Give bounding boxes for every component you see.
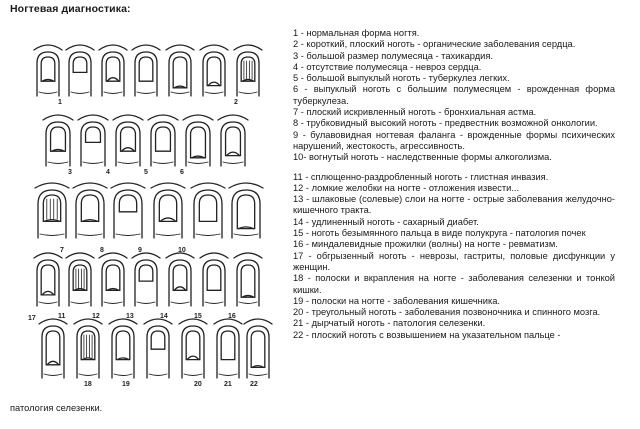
- legend-item: 17 - обгрызенный ноготь - неврозы, гастриты, половые дисфункции у женщин.: [293, 250, 615, 272]
- figure-number-label: 22: [250, 381, 258, 388]
- legend-item: 22 - плоский ноготь с возвышением на указательном пальце -: [293, 329, 561, 340]
- finger-drawing: [34, 253, 62, 306]
- figure-number-label: 3: [68, 169, 72, 176]
- figure-number-label: 14: [160, 313, 168, 320]
- figure-number-label: 21: [224, 381, 232, 388]
- finger-drawing: [234, 45, 262, 96]
- finger-drawing: [66, 253, 94, 306]
- legend-list: [293, 28, 615, 341]
- legend-item: 15 - ноготь безымянного пальца в виде полукруга - патология почек: [293, 228, 586, 239]
- legend-item: 2 - короткий, плоский ноготь - органические заболевания сердца.: [293, 39, 576, 50]
- legend-item: 21 - дырчатый ноготь - патология селезенки.: [293, 318, 486, 329]
- legend-item: 11 - сплющенно-раздробленный ноготь - глистная инвазия.: [293, 171, 549, 182]
- figure-number-label: 18: [84, 381, 92, 388]
- finger-drawing: [234, 253, 262, 306]
- finger-drawing: [151, 183, 185, 238]
- finger-drawing: [109, 319, 137, 378]
- finger-drawing: [144, 319, 172, 378]
- finger-drawing: [183, 115, 213, 166]
- figure-number-label: 8: [100, 247, 104, 254]
- figure-number-label: 16: [228, 313, 236, 320]
- finger-drawing: [166, 45, 194, 96]
- footer-text: патология селезенки.: [10, 403, 103, 413]
- legend-item: 6 - выпуклый ноготь с большим полумесяцем - врожденная форма туберкулеза.: [293, 84, 615, 106]
- figure-number-label: 12: [92, 313, 100, 320]
- figure-number-label: 7: [60, 247, 64, 254]
- legend-item: 12 - ломкие желобки на ногте - отложения извести...: [293, 182, 520, 193]
- finger-drawing: [74, 319, 102, 378]
- figure-number-label: 11: [58, 313, 66, 320]
- figure-number-label: 20: [194, 381, 202, 388]
- finger-drawing: [200, 45, 228, 96]
- page-title: Ногтевая диагностика:: [10, 3, 131, 15]
- legend-item: 1 - нормальная форма ногтя.: [293, 28, 420, 38]
- figure-number-label: 1: [58, 99, 62, 106]
- finger-drawing: [166, 253, 194, 306]
- finger-drawing: [148, 115, 178, 166]
- figure-number-label: 15: [194, 313, 202, 320]
- finger-drawing: [200, 253, 228, 306]
- finger-drawing: [78, 115, 108, 166]
- figure-number-label: 10: [178, 247, 186, 254]
- figure-number-label: 5: [144, 169, 148, 176]
- legend-item: 7 - плоский искривленный ноготь - бронхиальная астма.: [293, 107, 537, 118]
- legend-item: 5 - большой выпуклый ноготь - туберкулез легких.: [293, 73, 510, 84]
- figure-number-label: 17: [28, 315, 36, 322]
- figure-number-label: 2: [234, 99, 238, 106]
- legend-item: 3 - большой размер полумесяца - тахикардия.: [293, 50, 493, 61]
- finger-drawing: [99, 45, 127, 96]
- figure-number-label: 13: [126, 313, 134, 320]
- finger-drawing: [244, 319, 272, 378]
- figure-number-label: 6: [180, 169, 184, 176]
- finger-drawing: [43, 115, 73, 166]
- finger-drawing: [113, 115, 143, 166]
- finger-drawing: [132, 253, 160, 306]
- legend-item: 14 - удлиненный ноготь - сахарный диабет.: [293, 216, 479, 227]
- legend-item: 18 - полоски и вкрапления на ногте - заболевания селезенки и тонкой кишки.: [293, 273, 615, 295]
- finger-drawing: [218, 115, 248, 166]
- legend-item: 13 - шлаковые (солевые) слои на ногте - острые заболевания желудочно-кишечного тракта.: [293, 194, 615, 216]
- legend-item: 8 - трубковидный высокий ноготь - предвестник возможной онкологии.: [293, 118, 598, 129]
- finger-drawing: [34, 45, 62, 96]
- finger-drawing: [132, 45, 160, 96]
- finger-drawing: [73, 183, 107, 238]
- legend-item: 10- вогнутый ноготь - наследственные формы алкоголизма.: [293, 152, 552, 163]
- legend-group-gap: [293, 164, 615, 172]
- finger-drawing: [111, 183, 145, 238]
- nail-illustrations: [18, 22, 282, 394]
- finger-drawing: [35, 183, 69, 238]
- legend-item: 19 - полоски на ногте - заболевания кишечника.: [293, 295, 501, 306]
- legend-item: 20 - треугольный ноготь - заболевания позвоночника и спинного мозга.: [293, 307, 601, 318]
- finger-drawing: [39, 319, 67, 378]
- legend-item: 4 - отсутствие полумесяца - невроз сердца.: [293, 61, 482, 72]
- legend-item: 9 - булавовидная ногтевая фаланга - врожденные формы психических нарушений, жестокость, агрессивность.: [293, 129, 615, 151]
- finger-drawing: [99, 253, 127, 306]
- finger-drawing: [191, 183, 225, 238]
- figure-number-label: 9: [138, 247, 142, 254]
- finger-drawing: [179, 319, 207, 378]
- finger-drawing: [214, 319, 242, 378]
- figure-number-label: 19: [122, 381, 130, 388]
- finger-drawing: [66, 45, 94, 96]
- legend-item: 16 - миндалевидные прожилки (волны) на ногте - ревматизм.: [293, 239, 558, 250]
- figure-number-label: 4: [106, 169, 110, 176]
- finger-drawing: [229, 183, 263, 238]
